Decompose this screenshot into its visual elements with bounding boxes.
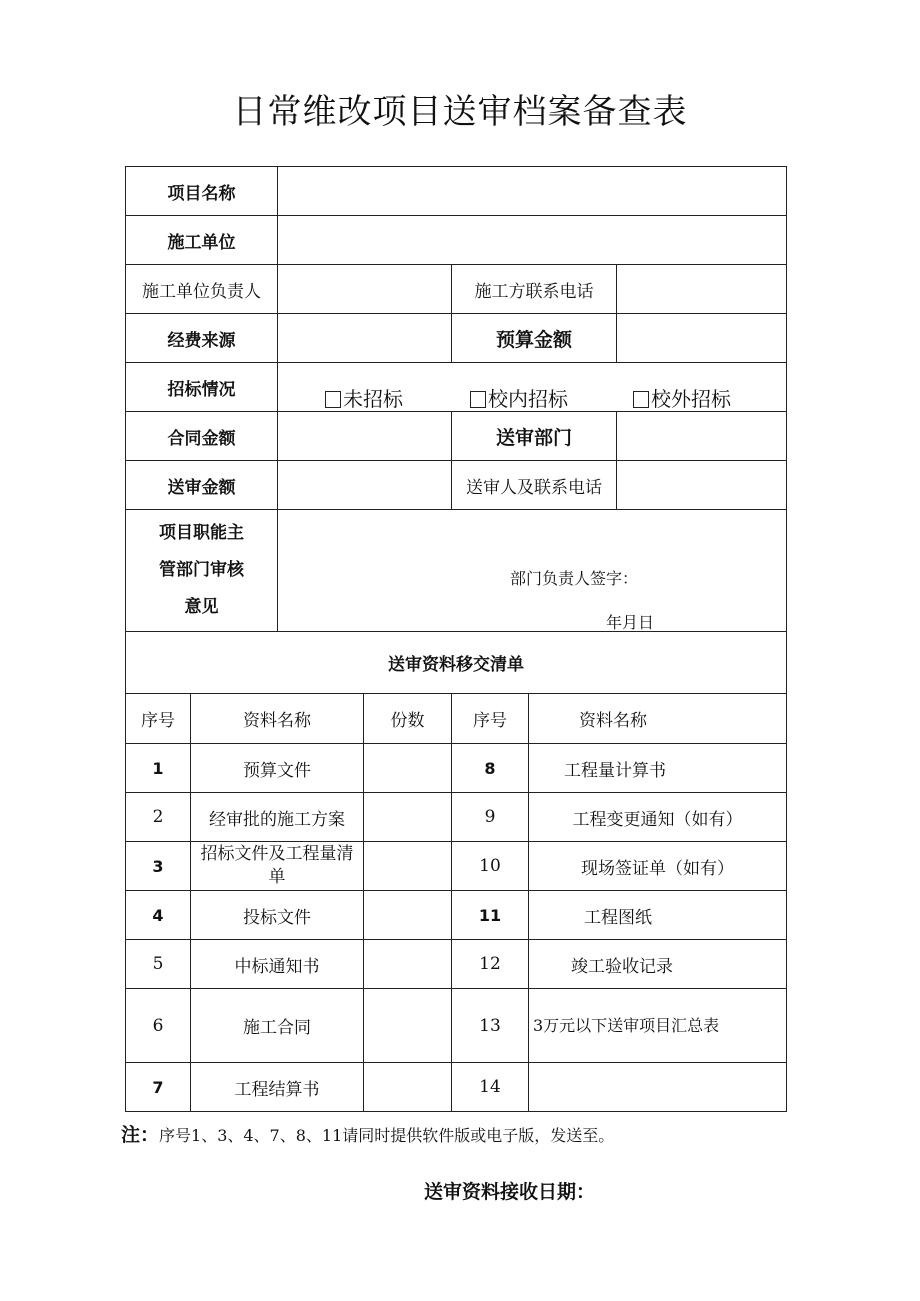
table-row (126, 744, 787, 793)
review-amount-field[interactable] (278, 461, 452, 510)
note-text: 序号1、3、4、7、8、11请同时提供软件版或电子版，发送至。 (159, 1126, 615, 1145)
row-name: 竣工验收记录 (529, 940, 787, 989)
row-name: 预算文件 (191, 744, 364, 793)
archive-form-table (125, 166, 787, 1112)
construction-unit-field[interactable] (278, 216, 787, 265)
table-row (126, 989, 787, 1063)
row-no: 11 (452, 891, 529, 940)
opinion-date-label: 年月日 (606, 613, 655, 632)
row-name: 投标文件 (191, 891, 364, 940)
budget-amount-label: 预算金额 (452, 314, 617, 363)
table-row (126, 793, 787, 842)
list-title: 送审资料移交清单 (126, 632, 787, 694)
row-name: 中标通知书 (191, 940, 364, 989)
row-no: 8 (452, 744, 529, 793)
option-internal-bid[interactable] (470, 383, 568, 412)
funding-source-field[interactable] (278, 314, 452, 363)
footnote (121, 1120, 614, 1147)
note-label: 注： (121, 1124, 160, 1146)
row-name: 现场签证单（如有） (529, 842, 787, 891)
col-no-left: 序号 (126, 694, 191, 744)
row-copies[interactable] (364, 793, 452, 842)
project-name-field[interactable] (278, 167, 787, 216)
dept-opinion-line1: 项目职能主 (159, 523, 244, 543)
table-row (126, 842, 787, 891)
row-no: 6 (126, 989, 191, 1063)
row-no: 12 (452, 940, 529, 989)
unit-leader-label: 施工单位负责人 (126, 265, 278, 314)
reviewer-contact-field[interactable] (617, 461, 787, 510)
row-copies[interactable] (364, 891, 452, 940)
row-no: 1 (126, 744, 191, 793)
col-name-right: 资料名称 (529, 694, 787, 744)
funding-source-label: 经费来源 (126, 314, 278, 363)
row-no: 5 (126, 940, 191, 989)
contract-amount-label: 合同金额 (126, 412, 278, 461)
row-no: 7 (126, 1063, 191, 1112)
option-label: 校内招标 (488, 387, 568, 411)
row-name (529, 1063, 787, 1112)
checkbox-icon[interactable] (325, 391, 341, 408)
project-name-label: 项目名称 (126, 167, 278, 216)
unit-leader-field[interactable] (278, 265, 452, 314)
review-dept-field[interactable] (617, 412, 787, 461)
bidding-status-label: 招标情况 (126, 363, 278, 412)
row-no: 10 (452, 842, 529, 891)
row-name: 经审批的施工方案 (191, 793, 364, 842)
budget-amount-field[interactable] (617, 314, 787, 363)
row-name: 工程图纸 (529, 891, 787, 940)
option-external-bid[interactable] (633, 383, 731, 412)
option-label: 校外招标 (651, 387, 731, 411)
row-name: 工程变更通知（如有） (529, 793, 787, 842)
row-copies[interactable] (364, 744, 452, 793)
row-no: 3 (126, 842, 191, 891)
construction-unit-label: 施工单位 (126, 216, 278, 265)
row-no: 2 (126, 793, 191, 842)
dept-opinion-label (126, 510, 278, 632)
row-no: 14 (452, 1063, 529, 1112)
contact-phone-field[interactable] (617, 265, 787, 314)
dept-opinion-field[interactable] (278, 510, 787, 632)
row-copies[interactable] (364, 940, 452, 989)
row-name: 招标文件及工程量清单 (191, 842, 364, 891)
row-no: 13 (452, 989, 529, 1063)
row-copies[interactable] (364, 842, 452, 891)
dept-leader-signature-label: 部门负责人签字： (510, 569, 639, 588)
review-amount-label: 送审金额 (126, 461, 278, 510)
col-no-right: 序号 (452, 694, 529, 744)
dept-opinion-line2: 管部门审核 (159, 560, 244, 580)
row-copies[interactable] (364, 1063, 452, 1112)
row-name: 3万元以下送审项目汇总表 (529, 989, 787, 1063)
row-no: 4 (126, 891, 191, 940)
receive-date-label: 送审资料接收日期： (424, 1181, 596, 1203)
row-name: 施工合同 (191, 989, 364, 1063)
table-row (126, 891, 787, 940)
table-row (126, 940, 787, 989)
review-dept-label: 送审部门 (452, 412, 617, 461)
option-not-bid[interactable] (325, 383, 403, 412)
option-label: 未招标 (343, 387, 403, 411)
row-name: 工程结算书 (191, 1063, 364, 1112)
checkbox-icon[interactable] (633, 391, 649, 408)
row-name: 工程量计算书 (529, 744, 787, 793)
page-title: 日常维改项目送审档案备查表 (232, 92, 688, 132)
contract-amount-field[interactable] (278, 412, 452, 461)
row-no: 9 (452, 793, 529, 842)
row-copies[interactable] (364, 989, 452, 1063)
table-row (126, 1063, 787, 1112)
contact-phone-label: 施工方联系电话 (452, 265, 617, 314)
checkbox-icon[interactable] (470, 391, 486, 408)
col-copies-left: 份数 (364, 694, 452, 744)
reviewer-contact-label: 送审人及联系电话 (452, 461, 617, 510)
dept-opinion-line3: 意见 (184, 597, 219, 617)
col-name-left: 资料名称 (191, 694, 364, 744)
